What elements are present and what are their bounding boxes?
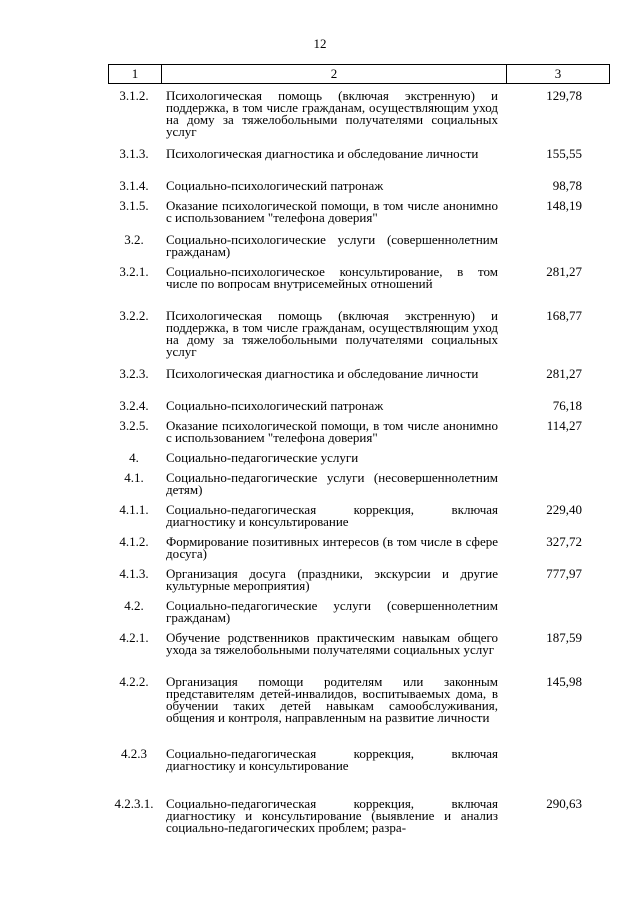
header-col-2: 2 <box>162 65 507 83</box>
row-value: 76,18 <box>552 398 582 413</box>
row-value: 145,98 <box>546 674 582 689</box>
row-number: 4.2.3 <box>121 746 147 761</box>
row-value: 168,77 <box>546 308 582 323</box>
row-value: 281,27 <box>546 264 582 279</box>
row-value: 155,55 <box>546 146 582 161</box>
row-value: 229,40 <box>546 502 582 517</box>
row-number: 4.2.2. <box>119 674 149 689</box>
row-text: Социально-педагогические услуги <box>166 450 359 465</box>
row-value: 290,63 <box>546 796 582 811</box>
row-number: 4.1.3. <box>119 566 149 581</box>
row-text: Психологическая помощь (включая экстренную) и поддержка, в том числе гражданам, осуществляющим уход на дому за тяжелобольными получателями социальных услуг <box>166 88 498 139</box>
row-text: Социально-психологический патронаж <box>166 178 384 193</box>
row-value: 777,97 <box>546 566 582 581</box>
row-text: Организация досуга (праздники, экскурсии и другие культурные мероприятия) <box>166 566 498 593</box>
row-number: 3.2.1. <box>119 264 149 279</box>
row-text: Психологическая помощь (включая экстренную) и поддержка, в том числе гражданам, осуществляющим уход на дому за тяжелобольными получателями социальных услуг <box>166 308 498 359</box>
row-text: Обучение родственников практическим навыкам общего ухода за тяжелобольными получателями социальных услуг <box>166 630 498 657</box>
row-number: 3.2.3. <box>119 366 149 381</box>
row-value: 114,27 <box>546 418 582 433</box>
row-value: 98,78 <box>552 178 582 193</box>
row-text: Психологическая диагностика и обследование личности <box>166 146 479 161</box>
header-col-1: 1 <box>109 65 162 83</box>
row-number: 3.1.2. <box>119 88 149 103</box>
row-text: Социально-педагогическая коррекция, включая диагностику и консультирование <box>166 502 498 529</box>
row-number: 4.2. <box>124 598 144 613</box>
row-text: Социально-психологический патронаж <box>166 398 384 413</box>
row-number: 3.2.5. <box>119 418 149 433</box>
row-text: Оказание психологической помощи, в том числе анонимно с использованием "телефона доверия" <box>166 198 498 225</box>
row-number: 4. <box>129 450 139 465</box>
row-text: Социально-педагогическая коррекция, включая диагностику и консультирование <box>166 746 498 773</box>
row-text: Оказание психологической помощи, в том числе анонимно с использованием "телефона доверия" <box>166 418 498 445</box>
row-value: 281,27 <box>546 366 582 381</box>
row-text: Социально-педагогические услуги (несовершеннолетним детям) <box>166 470 498 497</box>
row-number: 3.2. <box>124 232 144 247</box>
row-number: 4.1.1. <box>119 502 149 517</box>
row-text: Психологическая диагностика и обследование личности <box>166 366 479 381</box>
row-value: 187,59 <box>546 630 582 645</box>
table-header <box>108 64 610 84</box>
row-number: 3.1.4. <box>119 178 149 193</box>
row-number: 4.2.1. <box>119 630 149 645</box>
page-number: 12 <box>313 36 327 51</box>
row-text: Социально-психологическое консультирование, в том числе по вопросам внутрисемейных отношений <box>166 264 498 291</box>
row-value: 327,72 <box>546 534 582 549</box>
row-number: 4.2.3.1. <box>114 796 154 811</box>
header-col-3: 3 <box>554 66 562 81</box>
row-text: Социально-педагогические услуги (совершеннолетним гражданам) <box>166 598 498 625</box>
row-text: Социально-педагогическая коррекция, включая диагностику и консультирование (выявление и анализ социально-педагогических проблем; разра- <box>166 796 498 835</box>
row-number: 3.1.5. <box>119 198 149 213</box>
row-number: 3.2.4. <box>119 398 149 413</box>
row-text: Социально-психологические услуги (совершеннолетним гражданам) <box>166 232 498 259</box>
row-number: 4.1. <box>124 470 144 485</box>
row-number: 3.2.2. <box>119 308 149 323</box>
row-text: Формирование позитивных интересов (в том числе в сфере досуга) <box>166 534 498 561</box>
row-number: 3.1.3. <box>119 146 149 161</box>
row-value: 129,78 <box>546 88 582 103</box>
row-number: 4.1.2. <box>119 534 149 549</box>
row-value: 148,19 <box>546 198 582 213</box>
row-text: Организация помощи родителям или законным представителям детей-инвалидов, воспитываемых дома, в обучении таких детей навыкам самообслуживания, общения и контроля, направленным на развитие личности <box>166 674 498 725</box>
